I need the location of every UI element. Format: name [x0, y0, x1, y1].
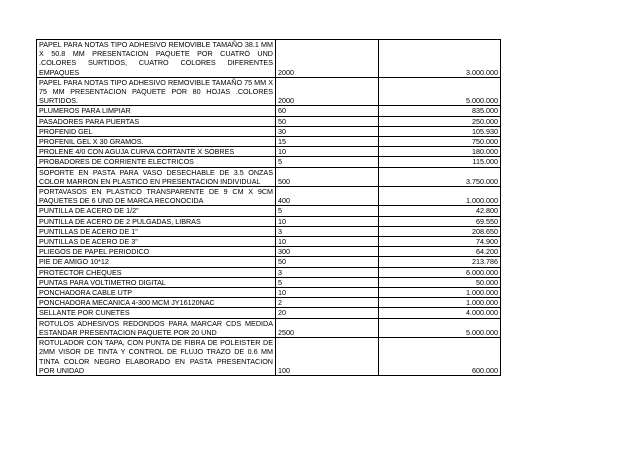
table-row [37, 116, 501, 126]
table-row [37, 338, 501, 376]
table-row [37, 187, 501, 206]
item-price-cell: 1.000.000 [379, 187, 501, 206]
item-quantity-cell: 10 [276, 216, 379, 226]
item-quantity-cell: 2 [276, 298, 379, 308]
item-description-cell: PASADORES PARA PUERTAS [37, 116, 276, 126]
item-description-cell: PUNTILLAS DE ACERO DE 3" [37, 237, 276, 247]
item-price-cell: 74.900 [379, 237, 501, 247]
item-description-cell: PIE DE AMIGO 10*12 [37, 257, 276, 267]
item-quantity-cell: 5 [276, 206, 379, 216]
item-price-cell: 1.000.000 [379, 298, 501, 308]
item-description-cell: PORTAVASOS EN PLASTICO TRANSPARENTE DE 9 CM X 9CM PAQUETES DE 6 UND DE MARCA RECONOCIDA [37, 187, 276, 206]
item-price-cell: 3.750.000 [379, 167, 501, 186]
table-row [37, 167, 501, 186]
item-quantity-cell: 300 [276, 247, 379, 257]
item-quantity-cell: 15 [276, 137, 379, 147]
item-price-cell: 105.930 [379, 126, 501, 136]
item-description-cell: SOPORTE EN PASTA PARA VASO DESECHABLE DE 3.5 ONZAS COLOR MARRON EN PLASTICO EN PRESENTACION INDIVIDUAL [37, 167, 276, 186]
table-row [37, 126, 501, 136]
item-quantity-cell: 2500 [276, 318, 379, 337]
item-price-cell: 250.000 [379, 116, 501, 126]
item-price-cell: 69.550 [379, 216, 501, 226]
item-quantity-cell: 20 [276, 308, 379, 318]
item-quantity-cell: 50 [276, 257, 379, 267]
item-quantity-cell: 3 [276, 226, 379, 236]
item-description-cell: PLIEGOS DE PAPEL PERIODICO [37, 247, 276, 257]
item-description-cell: PAPEL PARA NOTAS TIPO ADHESIVO REMOVIBLE TAMAÑO 38.1 MM X 50.8 MM PRESENTACION PAQUETE POR CUATRO UND .COLORES SURTIDOS, CUATRO COLORES DIFERENTES EMPAQUES [37, 40, 276, 78]
table-row [37, 147, 501, 157]
item-quantity-cell: 5 [276, 277, 379, 287]
item-description-cell: PUNTILLA DE ACERO DE 2 PULGADAS, LIBRAS [37, 216, 276, 226]
item-price-cell: 600.000 [379, 338, 501, 376]
item-price-cell: 750.000 [379, 137, 501, 147]
item-quantity-cell: 50 [276, 116, 379, 126]
item-price-cell: 213.786 [379, 257, 501, 267]
item-quantity-cell: 3 [276, 267, 379, 277]
item-description-cell: PLUMEROS PARA LIMPIAR [37, 106, 276, 116]
item-description-cell: PUNTILLAS DE ACERO DE 1" [37, 226, 276, 236]
item-price-cell: 4.000.000 [379, 308, 501, 318]
item-description-cell: PUNTILLA DE ACERO DE 1/2" [37, 206, 276, 216]
item-quantity-cell: 500 [276, 167, 379, 186]
table-row [37, 308, 501, 318]
table-row [37, 206, 501, 216]
table-row [37, 216, 501, 226]
items-table-body [37, 40, 501, 376]
table-row [37, 237, 501, 247]
item-price-cell: 1.000.000 [379, 288, 501, 298]
item-quantity-cell: 10 [276, 288, 379, 298]
item-description-cell: PROBADORES DE CORRIENTE ELECTRICOS [37, 157, 276, 167]
table-row [37, 40, 501, 78]
item-price-cell: 5.000.000 [379, 318, 501, 337]
item-price-cell: 180.000 [379, 147, 501, 157]
item-description-cell: SELLANTE POR CUNETES [37, 308, 276, 318]
item-description-cell: ROTULADOR CON TAPA, CON PUNTA DE FIBRA DE POLEISTER DE 2MM VISOR DE TINTA Y CONTROL DE FLUJO TRAZO DE 0.6 MM TINTA COLOR NEGRO ELABORADO EN PASTA PRESENTACION POR UNIDAD [37, 338, 276, 376]
table-row [37, 288, 501, 298]
item-description-cell: PONCHADORA MECANICA 4-300 MCM JY16120NAC [37, 298, 276, 308]
table-row [37, 267, 501, 277]
table-row [37, 77, 501, 106]
item-description-cell: PROFENIL GEL X 30 GRAMOS. [37, 137, 276, 147]
item-price-cell: 115.000 [379, 157, 501, 167]
item-price-cell: 42.800 [379, 206, 501, 216]
item-description-cell: PROLENE 4/0 CON AGUJA CURVA CORTANTE X SOBRES [37, 147, 276, 157]
item-description-cell: PUNTAS PARA VOLTIMETRO DIGITAL [37, 277, 276, 287]
items-table [36, 39, 501, 376]
item-description-cell: PROFENID GEL [37, 126, 276, 136]
item-price-cell: 208.650 [379, 226, 501, 236]
item-quantity-cell: 10 [276, 237, 379, 247]
table-row [37, 157, 501, 167]
item-description-cell: ROTULOS ADHESIVOS REDONDOS PARA MARCAR CDS MEDIDA ESTANDAR PRESENTACION PAQUETE POR 20 UND [37, 318, 276, 337]
item-price-cell: 3.000.000 [379, 40, 501, 78]
table-row [37, 247, 501, 257]
item-quantity-cell: 2000 [276, 77, 379, 106]
table-row [37, 318, 501, 337]
table-row [37, 137, 501, 147]
item-price-cell: 64.200 [379, 247, 501, 257]
item-description-cell: PAPEL PARA NOTAS TIPO ADHESIVO REMOVIBLE TAMAÑO 75 MM X 75 MM PRESENTACION PAQUETE POR 80 HOJAS .COLORES SURTIDOS. [37, 77, 276, 106]
item-quantity-cell: 5 [276, 157, 379, 167]
item-price-cell: 50.000 [379, 277, 501, 287]
table-row [37, 106, 501, 116]
item-price-cell: 5.000.000 [379, 77, 501, 106]
item-quantity-cell: 30 [276, 126, 379, 136]
item-quantity-cell: 100 [276, 338, 379, 376]
table-row [37, 226, 501, 236]
table-row [37, 257, 501, 267]
item-quantity-cell: 400 [276, 187, 379, 206]
table-row [37, 277, 501, 287]
item-quantity-cell: 10 [276, 147, 379, 157]
item-quantity-cell: 2000 [276, 40, 379, 78]
item-description-cell: PROTECTOR CHEQUES [37, 267, 276, 277]
table-row [37, 298, 501, 308]
item-description-cell: PONCHADORA CABLE UTP [37, 288, 276, 298]
item-quantity-cell: 60 [276, 106, 379, 116]
item-price-cell: 6.000.000 [379, 267, 501, 277]
item-price-cell: 835.000 [379, 106, 501, 116]
